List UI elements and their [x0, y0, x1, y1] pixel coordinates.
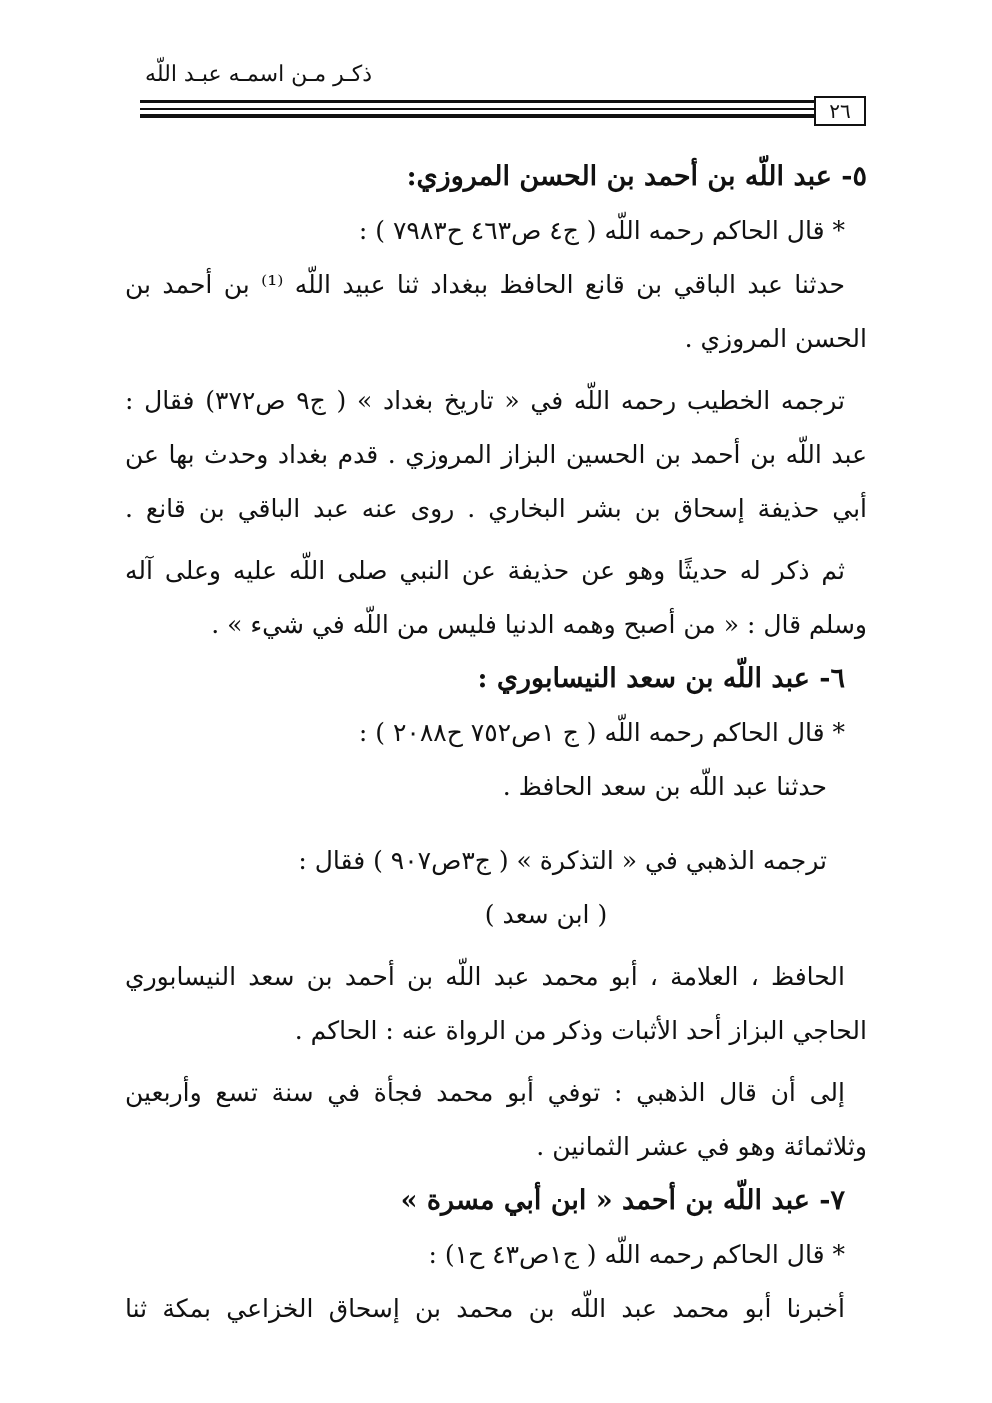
citation-line: * قال الحاكم رحمه اللّه ( ج ١ص٧٥٢ ح٢٠٨٨ ) :: [358, 718, 845, 747]
text-line: عبد اللّه بن أحمد بن الحسين البزاز المروزي . قدم بغداد وحدث بها عن: [125, 440, 867, 469]
citation-line: * قال الحاكم رحمه اللّه ( ج٤ ص٤٦٣ ح٧٩٨٣ ) :: [358, 216, 845, 245]
entry-heading-7: ٧- عبد اللّه بن أحمد « ابن أبي مسرة »: [400, 1185, 845, 1216]
subtitle-line: ( ابن سعد ): [484, 900, 608, 929]
page-body: [125, 150, 867, 1336]
text-line: ترجمه الذهبي في « التذكرة » ( ج٣ص٩٠٧ ) فقال :: [298, 846, 827, 875]
text-line: ثم ذكر له حديثًا وهو عن حذيفة عن النبي صلى اللّه عليه وعلى آله: [125, 556, 845, 585]
text-line: الحسن المروزي .: [684, 324, 867, 353]
header-rule-bottom: [140, 114, 822, 118]
text-line: حدثنا عبد الباقي بن قانع الحافظ ببغداد ثنا عبيد اللّه ⁽¹⁾ بن أحمد بن: [125, 270, 845, 299]
text-line: الحاجي البزاز أحد الأثبات وذكر من الرواة عنه : الحاكم .: [294, 1016, 867, 1045]
text-line: أخبرنا أبو محمد عبد اللّه بن محمد بن إسحاق الخزاعي بمكة ثنا: [125, 1294, 845, 1323]
text-line: الحافظ ، العلامة ، أبو محمد عبد اللّه بن أحمد بن سعد النيسابوري: [125, 962, 845, 991]
citation-line: * قال الحاكم رحمه اللّه ( ج١ص٤٣ ح١) :: [428, 1240, 845, 1269]
running-title: ذكـر مـن اسمـه عبـد اللّه: [145, 62, 372, 87]
header-rule-top: [140, 100, 822, 103]
text-line: حدثنا عبد اللّه بن سعد الحافظ .: [502, 772, 827, 801]
entry-heading-5: ٥- عبد اللّه بن أحمد بن الحسن المروزي:: [406, 161, 867, 192]
text-line: ترجمه الخطيب رحمه اللّه في « تاريخ بغداد » ( ج٩ ص٣٧٢) فقال :: [125, 386, 845, 415]
text-line: وثلاثمائة وهو في عشر الثمانين .: [536, 1132, 867, 1161]
text-line: إلى أن قال الذهبي : توفي أبو محمد فجأة في سنة تسع وأربعين: [125, 1078, 845, 1107]
page-number: ٢٦: [814, 96, 866, 126]
entry-heading-6: ٦- عبد اللّه بن سعد النيسابوري :: [477, 663, 845, 694]
header-rule-middle: [140, 108, 822, 110]
text-line: أبي حذيفة إسحاق بن بشر البخاري . روى عنه عبد الباقي بن قانع .: [125, 494, 867, 523]
text-line: وسلم قال : « من أصبح وهمه الدنيا فليس من اللّه في شيء » .: [211, 610, 867, 639]
